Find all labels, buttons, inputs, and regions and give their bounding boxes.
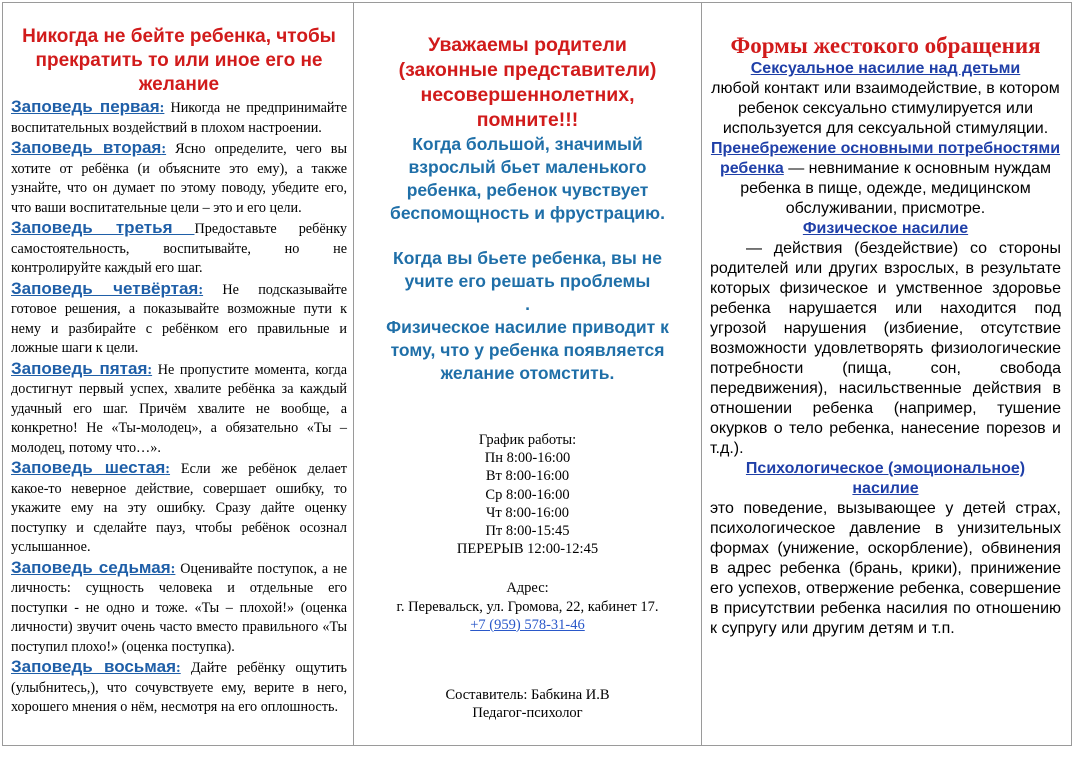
address-block <box>362 579 693 634</box>
section-head: Пренебрежение основными потребностями ребенка <box>710 140 1061 177</box>
section-physical <box>710 219 1061 459</box>
rule-text: Никогда не предпринимайте воспитательных воздействий в плохом настроении. <box>11 100 347 136</box>
rule-6: Заповедь шестая: Если же ребёнок делает какое-то неверное действие, совершает ошибку, то укажите ему на эту ошибку. Сразу дайте оценку поступку и сделайте пауз, чтобы ребёнок осознал услышанное. <box>11 458 347 555</box>
message-block-1: Когда большой, значимый взрослый бьет маленького ребенка, ребенок чувствует беспомощность и фрустрацию. <box>390 134 665 223</box>
rule-head: Заповедь пятая <box>11 358 148 378</box>
rule-head: Заповедь восьмая <box>11 657 176 676</box>
schedule-title: График работы: <box>478 432 577 448</box>
right-title: Формы жестокого обращения <box>730 33 1041 58</box>
rule-1: Заповедь первая: Никогда не предпринимайте воспитательных воздействий в плохом настроении. <box>11 97 347 136</box>
rule-text: Не пропустите момента, когда достигнут первый успех, хвалите ребёнка за каждый удачный его шаг. Причём хвалите не вообще, а конкретно! Не «Ты-молодец», а обязательно «Ты – молодец, потому что…». <box>11 361 347 456</box>
section-text: это поведение, вызывающее у детей страх, психологическое давление в унизительных формах (унижение, оскорбление), обвинения в адрес ребенка (брань, крики), принижение его успехов, отвержение ребенка, совершение в присутствии ребенка насилия по отношению к супругу или другим детям и т.п. <box>710 500 1061 637</box>
rule-head: Заповедь шестая <box>11 458 166 477</box>
rule-text: Ясно определите, чего вы хотите от ребёнка (и объясните это ему), а также узнайте, что он думает по этому поводу, убедите его, что ваши воспитательные цели – это и его цели. <box>11 141 347 216</box>
address-label: Адрес: <box>506 580 549 597</box>
parents-appeal: Уважаемы родители (законные представители) несовершеннолетних, помните!!! <box>398 34 657 131</box>
section-text: — действия (бездействие) со стороны родителей или других взрослых, в результате которых физическое и умственное здоровье ребенка нарушается или находится под угрозой нарушения (избиение, отсутствие возможности удовлетворять физиологические потребности (пища, сон, свобода передвижения), насильственные действия в отношении ребенка (например, тушение окурков о тело ребенка, нанесение порезов и т.д.). <box>710 240 1061 457</box>
rule-head: Заповедь вторая <box>11 138 162 157</box>
section-sexual <box>710 59 1061 139</box>
rule-head: Заповедь седьмая <box>11 557 171 577</box>
rule-7: Заповедь седьмая: Оценивайте поступок, а не личность: сущность человека и отдельные его поступки - не одно и тоже. «Ты – плохой!» (оценка личности) звучит очень часто вместо правильного «Ты поступил плохо!» (оценка поступка). <box>11 557 348 655</box>
section-text: — невнимание к основным нуждам ребенка в пище, одежде, медицинском обслуживании, присмотре. <box>740 160 1052 217</box>
left-title: Никогда не бейте ребенка, чтобы прекратить то или иное его не желание <box>22 26 336 95</box>
right-column <box>702 3 1071 745</box>
schedule-row: Пт 8:00-15:45 <box>485 523 570 540</box>
author-name: Составитель: Бабкина И.В <box>445 687 610 704</box>
message-block-3: Физическое насилие приводит к тому, что у ребенка появляется желание отомстить. <box>386 317 669 383</box>
work-schedule <box>362 431 693 558</box>
section-neglect <box>710 139 1061 219</box>
rule-8: Заповедь восьмая: Дайте ребёнку ощутить (улыбнитесь,), что сочувствуете ему, верите в него, хорошего мнения о нём, несмотря на его оплошность. <box>11 657 347 715</box>
rule-head: Заповедь первая <box>11 97 160 116</box>
phone-link[interactable]: +7 (959) 578-31-46 <box>470 616 585 633</box>
schedule-break: ПЕРЕРЫВ 12:00-12:45 <box>456 541 599 558</box>
schedule-row: Вт 8:00-16:00 <box>485 468 570 485</box>
message-block-2: Когда вы бьете ребенка, вы не учите его решать проблемы . <box>393 248 662 314</box>
rules-list <box>11 97 347 718</box>
rule-text: Дайте ребёнку ощутить (улыбнитесь,), что сочувствуете ему, верите в него, хорошего мнения о нём, несмотря на его оплошность. <box>11 660 347 715</box>
section-text: любой контакт или взаимодействие, в котором ребенок сексуально стимулируется или используется для сексуальной стимуляции. <box>711 80 1060 137</box>
section-head: Сексуальное насилие над детьми <box>750 60 1021 77</box>
rule-2: Заповедь вторая: Ясно определите, чего вы хотите от ребёнка (и объясните это ему), а также узнайте, что он думает по этому поводу, убедите его, что ваши воспитательные цели – это и его цели. <box>11 138 347 216</box>
left-column <box>3 3 354 745</box>
rule-head: Заповедь третья <box>11 218 173 237</box>
section-head: Психологическое (эмоциональное) насилие <box>745 460 1026 497</box>
brochure-sheet <box>2 2 1072 746</box>
rule-4: Заповедь четвёртая: Не подсказывайте готовое решения, а показывайте возможные пути к нему и разбирайте с ребёнком его правильные и ложные шаги к цели. <box>11 278 347 356</box>
schedule-row: Чт 8:00-16:00 <box>485 504 570 521</box>
schedule-row: Пн 8:00-16:00 <box>484 450 571 467</box>
address-text: г. Перевальск, ул. Громова, 22, кабинет 17. <box>396 598 659 615</box>
section-head: Физическое насилие <box>802 220 969 237</box>
schedule-row: Ср 8:00-16:00 <box>485 486 570 503</box>
rule-text: Не подсказывайте готовое решения, а показывайте возможные пути к нему и разбирайте с ребёнком его правильные и ложные шаги к цели. <box>11 281 347 356</box>
author-block <box>362 686 693 722</box>
rule-text: Если же ребёнок делает какое-то неверное действие, совершает ошибку, то укажите ему на эту ошибку. Сразу дайте оценку поступку и сделайте пауз, чтобы ребёнок осознал услышанное. <box>11 461 347 555</box>
rule-text: Предоставьте ребёнку самостоятельность, воспитывайте, но не контролируйте каждый его шаг. <box>11 221 347 276</box>
author-role: Педагог-психолог <box>472 705 583 722</box>
rule-text: Оценивайте поступок, а не личность: сущность человека и отдельные его поступки - не одно и тоже. «Ты – плохой!» (оценка личности) звучит очень часто вместо правильного «Ты поступил плохо!» (оценка поступка). <box>11 560 348 655</box>
section-psychological <box>710 459 1061 639</box>
rule-5: Заповедь пятая: Не пропустите момента, когда достигнут первый успех, хвалите ребёнка за каждый удачный его шаг. Причём хвалите не вообще, а конкретно! Не «Ты-молодец», а обязательно «Ты – молодец, потому что…». <box>11 358 347 456</box>
middle-column <box>354 3 702 745</box>
rule-3 <box>11 218 347 279</box>
rule-head: Заповедь четвёртая <box>11 278 199 298</box>
